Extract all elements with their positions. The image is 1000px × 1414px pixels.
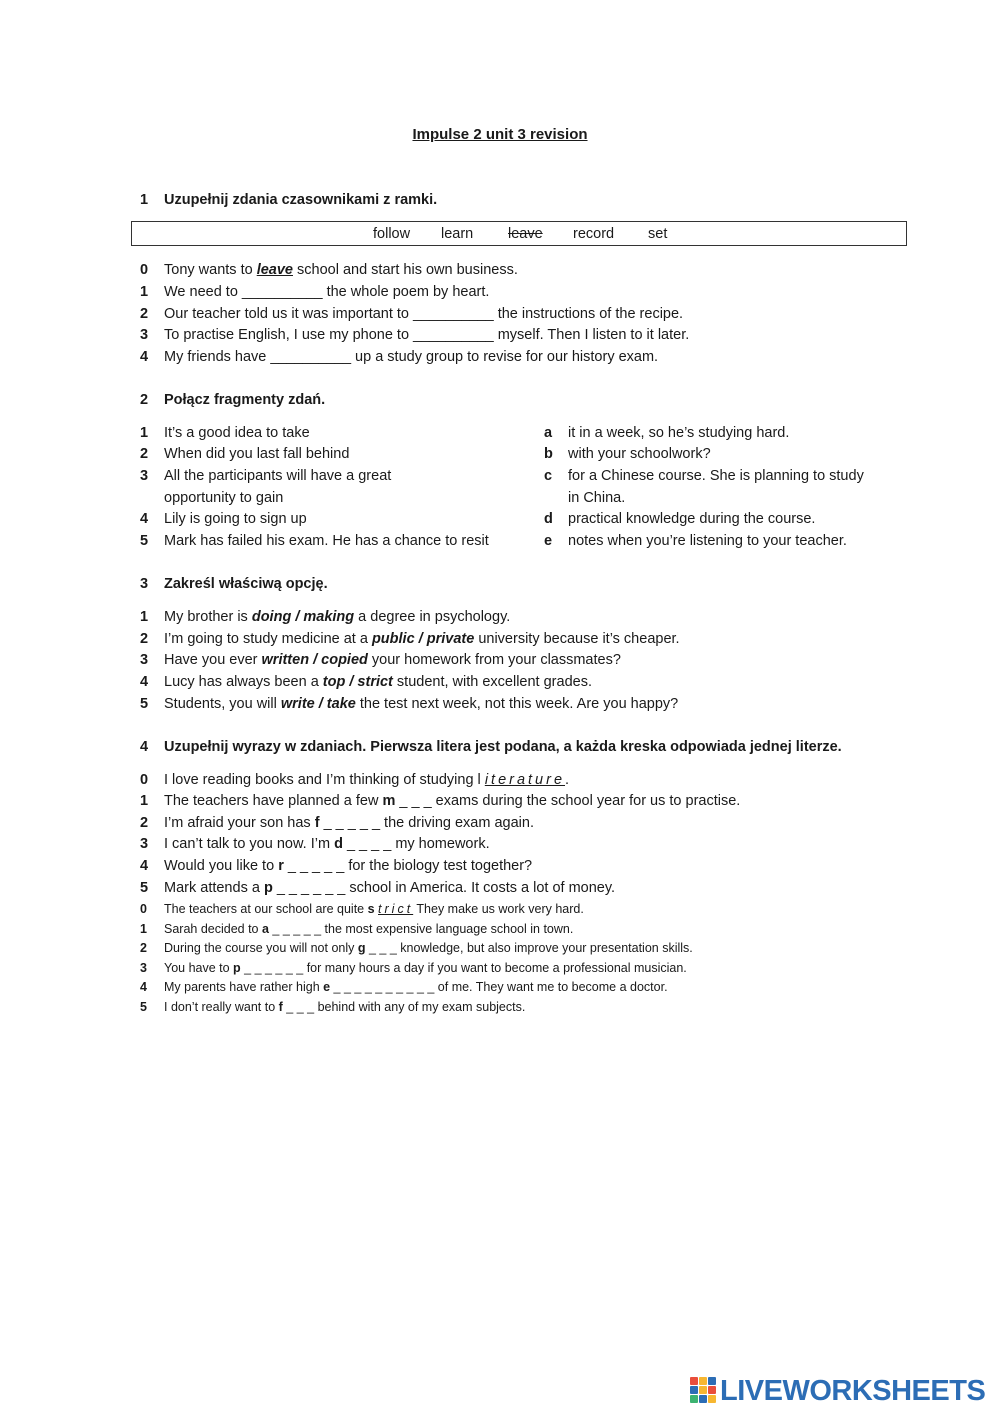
logo-cell <box>690 1395 698 1403</box>
ex4-item: 4 Would you like to r _ _ _ _ _ for the biology test together? <box>140 858 533 874</box>
ex4-item-2: 5 I don’t really want to f _ _ _ behind with any of my exam subjects. <box>140 1000 526 1014</box>
ex2-right-item: e notes when you’re listening to your teacher. <box>544 533 847 549</box>
ex1-item: 2 Our teacher told us it was important to __________ the instructions of the recipe. <box>140 306 684 322</box>
logo-cell <box>699 1377 707 1385</box>
example-answer: leave <box>256 262 293 278</box>
ex1-item: 1 We need to __________ the whole poem by heart. <box>140 284 490 300</box>
word-box <box>131 221 907 246</box>
ex3-item: 4 Lucy has always been a top / strict student, with excellent grades. <box>140 674 592 690</box>
ex1-heading: 1 Uzupełnij zdania czasownikami z ramki. <box>140 192 438 208</box>
ex4-item-2: 2 During the course you will not only g _ _ _ knowledge, but also improve your presentation skills. <box>140 941 693 955</box>
option-pair[interactable]: top / strict <box>322 674 393 690</box>
example-answer: trict <box>378 902 414 916</box>
option-pair[interactable]: doing / making <box>251 609 355 625</box>
option-pair[interactable]: public / private <box>371 631 475 647</box>
ex4-item-2: 1 Sarah decided to a _ _ _ _ _ the most expensive language school in town. <box>140 922 574 936</box>
word-learn: learn <box>441 226 474 242</box>
ex4-example: 0 I love reading books and I’m thinking of studying l iterature. <box>140 772 570 788</box>
logo-cell <box>708 1386 716 1394</box>
ex4-item: 2 I’m afraid your son has f _ _ _ _ _ the driving exam again. <box>140 815 534 831</box>
ex2-right-item: b with your schoolwork? <box>544 446 711 462</box>
word-record: record <box>573 226 615 242</box>
ex2-left-item: 3 All the participants will have a great <box>140 468 392 484</box>
logo-text: LIVEWORKSHEETS <box>720 1374 986 1407</box>
ex2-heading: 2 Połącz fragmenty zdań. <box>140 392 326 408</box>
logo-cell <box>699 1386 707 1394</box>
example-answer: iterature <box>484 772 566 788</box>
ex4-item: 5 Mark attends a p _ _ _ _ _ _ school in America. It costs a lot of money. <box>140 880 616 896</box>
logo-cell <box>690 1386 698 1394</box>
word-set: set <box>648 226 668 242</box>
logo-cell <box>708 1377 716 1385</box>
logo-grid-icon <box>690 1377 718 1405</box>
ex4-item: 3 I can’t talk to you now. I’m d _ _ _ _ my homework. <box>140 836 490 852</box>
ex1-item: 3 To practise English, I use my phone to __________ myself. Then I listen to it later. <box>140 327 690 343</box>
ex4-item: 1 The teachers have planned a few m _ _ _ exams during the school year for us to practise. <box>140 793 741 809</box>
ex3-item: 3 Have you ever written / copied your homework from your classmates? <box>140 652 621 668</box>
ex4-example-2: 0 The teachers at our school are quite s trict They make us work very hard. <box>140 902 584 916</box>
ex2-left-item: 4 Lily is going to sign up <box>140 511 307 527</box>
option-pair[interactable]: write / take <box>280 696 356 712</box>
ex2-right-item: a it in a week, so he’s studying hard. <box>544 425 790 441</box>
word-follow: follow <box>373 226 411 242</box>
ex1-item: 4 My friends have __________ up a study group to revise for our history exam. <box>140 349 659 365</box>
ex2-right-item: d practical knowledge during the course. <box>544 511 816 527</box>
ex3-item: 5 Students, you will write / take the test next week, not this week. Are you happy? <box>140 696 679 712</box>
word-leave: leave <box>508 226 543 242</box>
liveworksheets-logo[interactable] <box>690 1374 985 1408</box>
ex1-example: 0 Tony wants to leave school and start his own business. <box>140 262 518 278</box>
ex4-item-2: 3 You have to p _ _ _ _ _ _ for many hours a day if you want to become a professional musician. <box>140 961 687 975</box>
logo-cell <box>699 1395 707 1403</box>
ex2-left-item: 5 Mark has failed his exam. He has a chance to resit <box>140 533 489 549</box>
ex2-left-item: 2 When did you last fall behind <box>140 446 350 462</box>
page-title: Impulse 2 unit 3 revision <box>412 126 588 143</box>
ex4-heading: 4 Uzupełnij wyrazy w zdaniach. Pierwsza litera jest podana, a każda kreska odpowiada jednej literze. <box>140 739 842 755</box>
option-pair[interactable]: written / copied <box>261 652 368 668</box>
ex3-item: 1 My brother is doing / making a degree in psychology. <box>140 609 511 625</box>
ex2-right-item: in China. <box>568 490 626 506</box>
logo-cell <box>708 1395 716 1403</box>
ex2-right-item: c for a Chinese course. She is planning to study <box>544 468 864 484</box>
ex4-item-2: 4 My parents have rather high e _ _ _ _ _ _ _ _ _ _ of me. They want me to become a doctor. <box>140 980 668 994</box>
logo-cell <box>690 1377 698 1385</box>
ex3-heading: 3 Zakreśl właściwą opcję. <box>140 576 328 592</box>
ex2-left-item: opportunity to gain <box>164 490 284 506</box>
ex2-left-item: 1 It’s a good idea to take <box>140 425 310 441</box>
ex3-item: 2 I’m going to study medicine at a public / private university because it’s cheaper. <box>140 631 680 647</box>
